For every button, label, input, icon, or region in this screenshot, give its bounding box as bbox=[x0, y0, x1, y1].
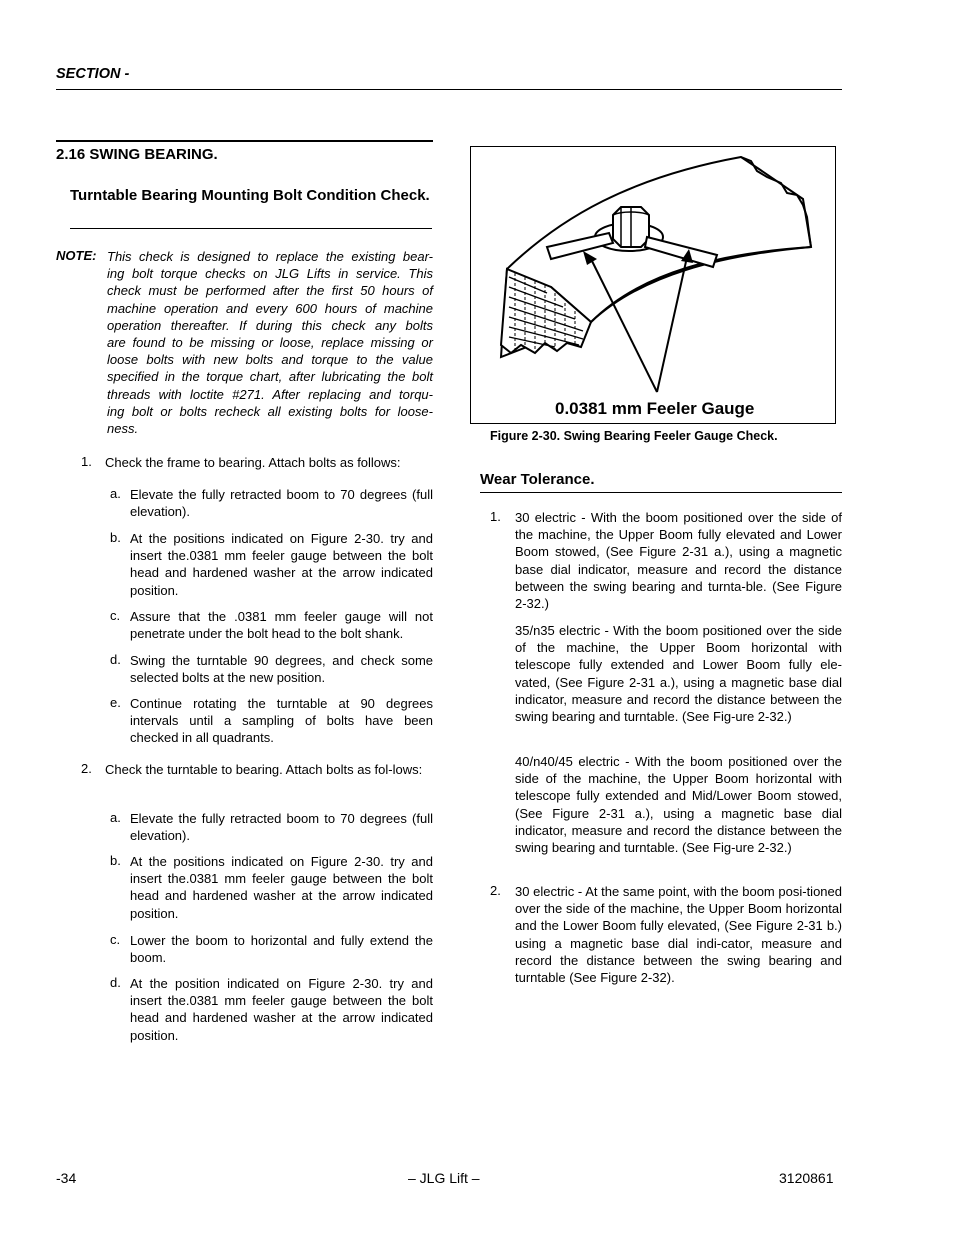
document-number: 3120861 bbox=[779, 1170, 834, 1186]
section-title: 2.16 SWING BEARING. bbox=[56, 146, 218, 163]
wear-tolerance-title: Wear Tolerance. bbox=[480, 471, 595, 488]
wear-item-text: 30 electric - With the boom positioned over the side of the machine, the Upper Boom fully elevated and Lower Boom stowed, (See Figure 2-31 a.), using a magnetic base dial indicator, measure and record the distance between the swing bearing and turnta-ble. (See Figure 2-32.) bbox=[515, 510, 842, 612]
swing-bearing-illustration bbox=[471, 147, 835, 423]
wear-item-text: 30 electric - At the same point, with the boom posi-tioned over the side of the machine, the Upper Boom horizontal and the Lower Boom fully elevated, (See Figure 2-31 b.) using a magnetic base dial indi-cator, measure and record the distance between the swing bearing and turntable (See Figure 2-32). bbox=[515, 884, 842, 986]
subsection-title: Turntable Bearing Mounting Bolt Condition Check. bbox=[70, 187, 430, 204]
item-letter: b. bbox=[110, 853, 121, 868]
item-text: Elevate the fully retracted boom to 70 degrees (full elevation). bbox=[130, 811, 433, 844]
item-letter: d. bbox=[110, 652, 121, 667]
footer-publisher: – JLG Lift – bbox=[408, 1170, 480, 1186]
note-line: specified in the torque chart, after lubricating the bolt bbox=[107, 369, 433, 385]
item-text: At the positions indicated on Figure 2-30. try and insert the.0381 mm feeler gauge between the bolt head and hardened washer at the arrow indicated position. bbox=[130, 854, 433, 921]
wear-tolerance-rule bbox=[480, 492, 842, 493]
step-number: 2. bbox=[81, 761, 92, 776]
figure-label: 0.0381 mm Feeler Gauge bbox=[555, 399, 755, 418]
item-letter: e. bbox=[110, 695, 121, 710]
step-text: Check the turntable to bearing. Attach bolts as fol-lows: bbox=[105, 762, 423, 777]
note-line: ing bolt torque checks on JLG Lifts in service. This bbox=[107, 266, 433, 282]
note-line: loose bolts with new bolts and torque to the value bbox=[107, 352, 433, 368]
note-line: This check is designed to replace the existing bear- bbox=[107, 249, 433, 264]
note-line: machine operation and every 600 hours of machine bbox=[107, 300, 433, 316]
wear-item-text: 40/n40/45 electric - With the boom positioned over the side of the machine, the Upper Boom horizontal with telescope fully extended and Mid/Lower Boom stowed, (See Figure 2-31 a.), using a magnetic base dial indicator, measure and record the distance between the swing bearing and turntable. (See Fig-ure 2-32.) bbox=[515, 754, 842, 856]
item-text: Swing the turntable 90 degrees, and check some selected bolts at the new position. bbox=[130, 653, 433, 686]
note-line: threads with loctite #271. After replacing and torqu- bbox=[107, 386, 433, 402]
item-letter: a. bbox=[110, 486, 121, 501]
item-letter: c. bbox=[110, 932, 121, 947]
subsection-rule bbox=[70, 228, 432, 229]
page-number: -34 bbox=[56, 1170, 77, 1186]
wear-item-number: 1. bbox=[490, 509, 501, 524]
wear-item-text: 35/n35 electric - With the boom positioned over the side of the machine, the Upper Boom horizontal with telescope fully extended and Lower Boom fully ele-vated, (See Figure 2-31 a.), using a magnetic base dial indicator, measure and record the distance between the swing bearing and turntable. (See Fig-ure 2-32.) bbox=[515, 623, 842, 725]
note-line: ness. bbox=[107, 421, 139, 437]
note-line: are found to be missing or loose, replace missing or bbox=[107, 335, 433, 351]
note-line: operation thereafter. If during this check any bolts bbox=[107, 317, 433, 333]
item-letter: c. bbox=[110, 608, 121, 623]
item-text: Lower the boom to horizontal and fully extend the boom. bbox=[130, 933, 433, 966]
item-text: Elevate the fully retracted boom to 70 degrees (full elevation). bbox=[130, 487, 433, 520]
item-text: Assure that the .0381 mm feeler gauge will not penetrate under the bolt head to the bolt shank. bbox=[130, 609, 433, 642]
note-line: check must be performed after the first 50 hours of bbox=[107, 283, 433, 299]
item-text: At the positions indicated on Figure 2-30. try and insert the.0381 mm feeler gauge between the bolt head and hardened washer at the arrow indicated position. bbox=[130, 531, 433, 598]
note-line: ing bolt or bolts recheck all existing bolts for loose- bbox=[107, 403, 433, 419]
step-number: 1. bbox=[81, 454, 92, 469]
step-text: Check the frame to bearing. Attach bolts as follows: bbox=[105, 455, 401, 470]
figure-caption: Figure 2-30. Swing Bearing Feeler Gauge Check. bbox=[490, 429, 778, 443]
section-rule bbox=[56, 140, 433, 142]
item-text: At the position indicated on Figure 2-30. try and insert the.0381 mm feeler gauge between the bolt head and hardened washer at the arrow indicated position. bbox=[130, 976, 433, 1043]
item-letter: d. bbox=[110, 975, 121, 990]
section-header: SECTION - bbox=[56, 66, 130, 82]
item-text: Continue rotating the turntable at 90 degrees intervals until a sampling of bolts have been checked in all quadrants. bbox=[130, 696, 433, 746]
header-rule bbox=[56, 89, 842, 90]
note-text bbox=[107, 248, 433, 437]
wear-item-number: 2. bbox=[490, 883, 501, 898]
item-letter: a. bbox=[110, 810, 121, 825]
note-label: NOTE: bbox=[56, 248, 97, 263]
figure-frame bbox=[470, 146, 836, 424]
item-letter: b. bbox=[110, 530, 121, 545]
